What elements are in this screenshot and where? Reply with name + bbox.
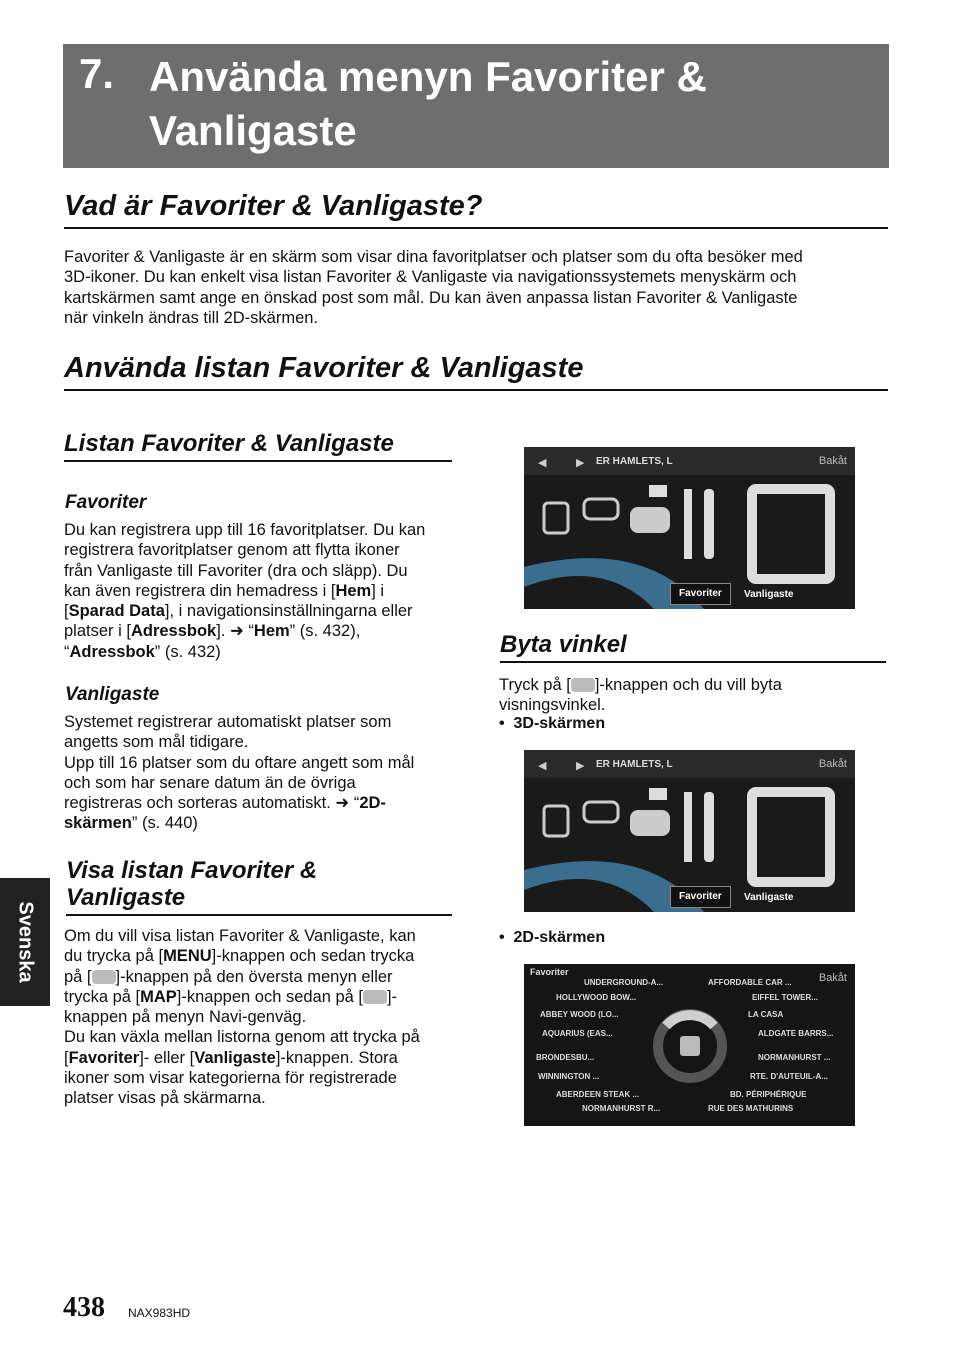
text-span: ] i — [371, 581, 385, 600]
subsection-heading-list: Listan Favoriter & Vanligaste — [64, 430, 452, 462]
text-span: ]. ➜ “ — [216, 622, 254, 641]
bold-term: MENU — [163, 947, 212, 966]
bold-term: 2D- — [359, 794, 386, 813]
vanligaste-text — [64, 712, 464, 834]
chapter-number: 7. — [79, 50, 115, 97]
text-span: registreras och sorteras automatiskt. ➜ “ — [64, 794, 360, 813]
2d-right-item[interactable]: NORMANHURST ... — [758, 1053, 831, 1062]
2d-right-item[interactable]: RTE. D'AUTEUIL-A... — [750, 1072, 828, 1081]
direction-arrow-icon: ▶ — [576, 760, 585, 772]
vanligaste-tab-button[interactable]: Vanligaste — [744, 589, 794, 600]
text-line: registrera favoritplatser genom att flytta ikoner — [64, 541, 400, 560]
page-number: 438 — [63, 1292, 105, 1323]
bold-term: Favoriter — [68, 1048, 140, 1067]
bullet-3d: • 3D-skärmen — [499, 715, 606, 732]
bold-term: Hem — [335, 581, 372, 600]
bold-term: Hem — [253, 622, 290, 641]
text-span: ” (s. 432) — [154, 642, 221, 661]
2d-left-item[interactable]: HOLLYWOOD BOW... — [556, 993, 637, 1002]
text-line: Upp till 16 platser som du oftare angett som mål — [64, 753, 415, 772]
bullet-label: 3D-skärmen — [513, 715, 606, 732]
text-span: Tryck på [ — [499, 676, 571, 694]
intro-line: när vinkeln ändras till 2D-skärmen. — [64, 308, 319, 327]
back-arrow-icon: ◀ — [538, 760, 547, 772]
road-name: ER HAMLETS, L — [596, 456, 673, 467]
text-span: ], i navigationsinställningarna eller — [164, 602, 413, 621]
model-number: NAX983HD — [128, 1306, 191, 1320]
bold-term: skärmen — [64, 814, 132, 833]
favoriter-tab-button[interactable]: Favoriter — [670, 583, 731, 605]
2d-right-item[interactable]: RUE DES MATHURINS — [708, 1104, 794, 1113]
bold-term: Adressbok — [130, 622, 217, 641]
section-intro — [64, 247, 894, 328]
intro-line: kartskärmen samt ange en önskad post som mål. Du kan även anpassa listan Favoriter & Vanligaste — [64, 288, 798, 307]
text-span: ” (s. 432), — [289, 622, 361, 641]
angle-text — [499, 675, 879, 716]
section-heading-use: Använda listan Favoriter & Vanligaste — [64, 352, 888, 391]
intro-line: Favoriter & Vanligaste är en skärm som visar dina favoritplatser och platser som du ofta besöker med — [64, 248, 803, 266]
favoriter-heading: Favoriter — [65, 492, 147, 513]
text-line: ikoner som visar kategorierna för registrerade — [64, 1069, 397, 1088]
text-line: Du kan växla mellan listorna genom att trycka på — [64, 1028, 420, 1047]
direction-arrow-icon: ▶ — [576, 457, 585, 469]
text-line: Du kan registrera upp till 16 favoritplatser. Du kan — [64, 521, 426, 539]
bullet-2d: • 2D-skärmen — [499, 929, 606, 946]
heading-line: Vanligaste — [66, 884, 186, 911]
2d-left-item[interactable]: ABERDEEN STEAK ... — [556, 1090, 640, 1099]
subsection-heading-angle: Byta vinkel — [500, 631, 886, 663]
back-button[interactable]: Bakåt — [818, 972, 847, 984]
language-label: Svenska — [14, 901, 37, 983]
text-span: ]-knappen och du vill byta — [594, 676, 782, 694]
text-line: och som har senare datum än de övriga — [64, 773, 356, 792]
text-span: ]-knappen. Stora — [275, 1048, 398, 1067]
text-span: ]- eller [ — [139, 1048, 195, 1067]
text-span: trycka på [ — [64, 987, 141, 1006]
intro-line: 3D-ikoner. Du kan enkelt visa listan Favoriter & Vanligaste via navigationssystemets menyskärm och — [64, 268, 797, 287]
2d-right-item[interactable]: AFFORDABLE CAR ... — [708, 978, 792, 987]
text-span: ” (s. 440) — [131, 814, 198, 833]
text-span: kan även registrera din hemadress i [ — [64, 581, 336, 600]
2d-left-item[interactable]: AQUARIUS (EAS... — [542, 1029, 613, 1038]
2d-left-item[interactable]: BRONDESBU... — [536, 1053, 595, 1062]
text-line: Systemet registrerar automatiskt platser som — [64, 713, 392, 731]
text-span: ]-knappen på den översta menyn eller — [115, 967, 393, 986]
text-span: [ — [64, 602, 69, 621]
text-line: knappen på menyn Navi-genväg. — [64, 1008, 307, 1027]
favorites-button-icon — [363, 990, 387, 1004]
2d-right-item[interactable]: LA CASA — [748, 1010, 784, 1019]
text-span: ]- — [387, 987, 398, 1006]
favoriter-text — [64, 520, 464, 662]
back-arrow-icon: ◀ — [538, 457, 547, 469]
text-line: visningsvinkel. — [499, 696, 606, 715]
chapter-banner — [63, 44, 889, 168]
section-heading-what: Vad är Favoriter & Vanligaste? — [64, 190, 888, 229]
bullet-label: 2D-skärmen — [513, 929, 606, 946]
text-span: platser i [ — [64, 622, 131, 641]
bold-term: Sparad Data — [68, 602, 165, 621]
back-button[interactable]: Bakåt — [818, 758, 847, 770]
screenshot-3d — [524, 750, 855, 912]
screenshot-3d-top — [524, 447, 855, 609]
text-line: platser visas på skärmarna. — [64, 1089, 266, 1108]
favoriter-tab-button[interactable]: Favoriter — [670, 886, 731, 908]
text-line: från Vanligaste till Favoriter (dra och släpp). Du — [64, 561, 408, 580]
vanligaste-heading: Vanligaste — [65, 684, 160, 705]
vanligaste-tab-button[interactable]: Vanligaste — [744, 892, 794, 903]
bold-term: Adressbok — [69, 642, 155, 661]
bold-term: Vanligaste — [194, 1048, 276, 1067]
text-span: på [ — [64, 967, 92, 986]
2d-left-item[interactable]: WINNINGTON ... — [538, 1072, 600, 1081]
show-text — [64, 926, 464, 1109]
subsection-heading-show — [66, 857, 452, 916]
angle-button-icon — [571, 678, 595, 692]
heading-line: Visa listan Favoriter & — [66, 857, 318, 884]
text-line: angetts som mål tidigare. — [64, 733, 249, 752]
road-name: ER HAMLETS, L — [596, 759, 673, 770]
text-span: ]-knappen och sedan på [ — [176, 987, 364, 1006]
bold-term: MAP — [140, 987, 177, 1006]
2d-right-item[interactable]: EIFFEL TOWER... — [752, 993, 818, 1002]
text-span: ]-knappen och sedan trycka — [211, 947, 415, 966]
text-span: [ — [64, 1048, 69, 1067]
favoriter-title: Favoriter — [530, 967, 569, 977]
2d-right-item[interactable]: ALDGATE BARRS... — [758, 1029, 834, 1038]
2d-left-item[interactable]: UNDERGROUND-A... — [584, 978, 664, 987]
text-line: Om du vill visa listan Favoriter & Vanligaste, kan — [64, 927, 416, 945]
language-tab — [0, 878, 50, 1006]
2d-right-item[interactable]: BD. PÉRIPHÉRIQUE — [730, 1090, 807, 1099]
back-button[interactable]: Bakåt — [818, 455, 847, 467]
text-span: du trycka på [ — [64, 947, 164, 966]
chapter-title: Använda menyn Favoriter & Vanligaste — [149, 53, 707, 154]
2d-left-item[interactable]: NORMANHURST R... — [582, 1104, 661, 1113]
text-span: “ — [64, 642, 70, 661]
screenshot-2d — [524, 964, 855, 1126]
favorites-button-icon — [92, 970, 116, 984]
2d-ring-selector — [524, 964, 855, 1126]
2d-left-item[interactable]: ABBEY WOOD (LO... — [540, 1010, 619, 1019]
